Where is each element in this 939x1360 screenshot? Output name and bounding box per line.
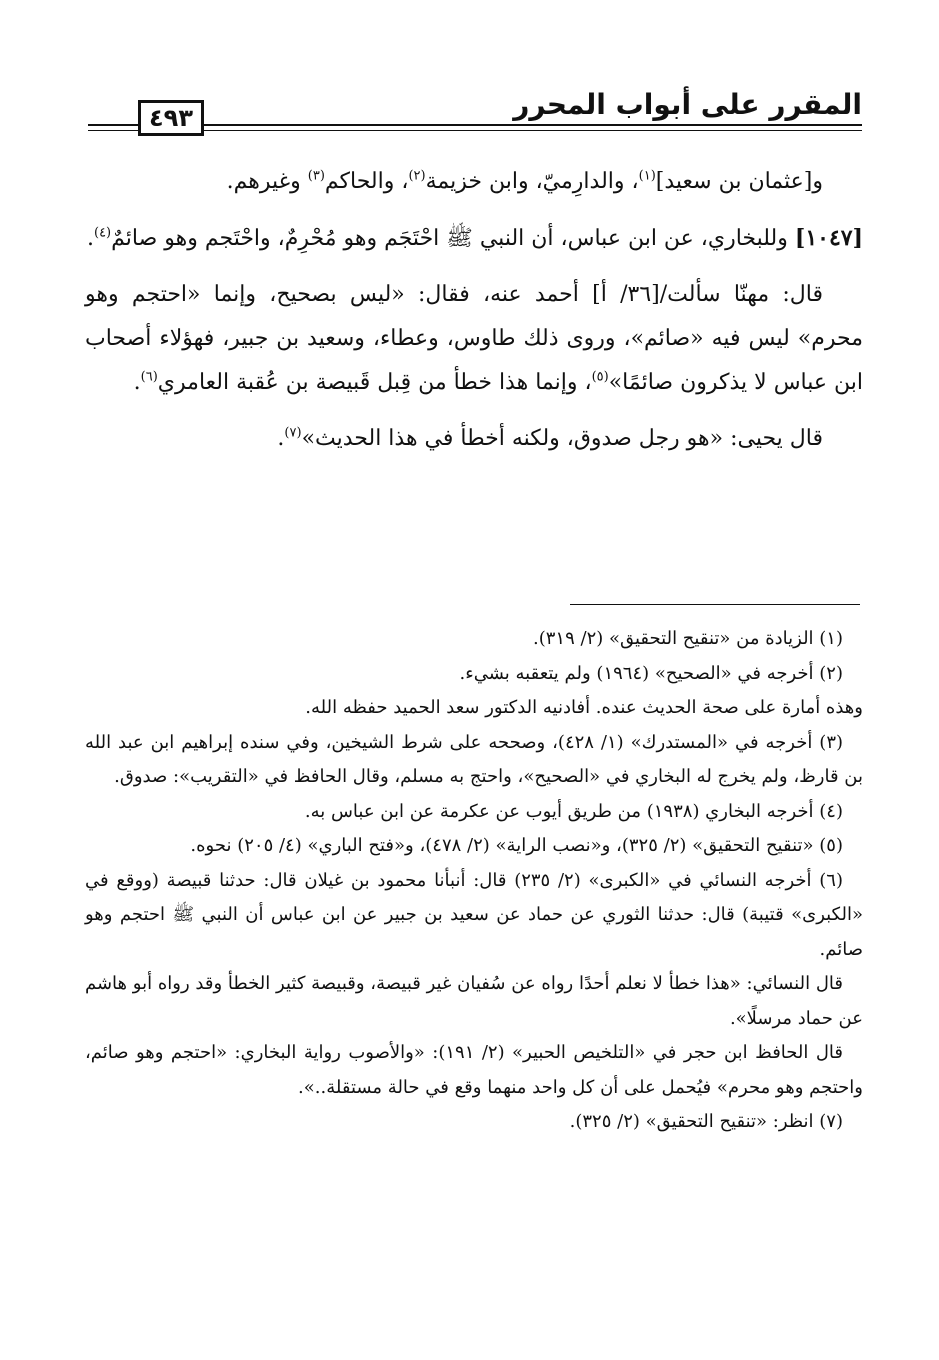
footnote-ref[interactable]: (٢)	[408, 168, 426, 184]
paragraph-text: وللبخاري، عن ابن عباس، أن النبي ﷺ احْتَجَم وهو مُحْرِمٌ، واحْتَجم وهو صائمٌ	[111, 226, 795, 251]
paragraph-text: ، وإنما هذا خطأ من قِبل قَبيصة بن عُقبة العامري	[157, 370, 592, 395]
paragraph-end: .	[133, 370, 141, 395]
header-rule-thick	[88, 124, 862, 126]
paragraph-4	[85, 417, 863, 461]
footnote-ref[interactable]: (٤)	[93, 225, 112, 241]
paragraph-end: .	[86, 226, 94, 251]
running-book-title: المقرر على أبواب المحرر	[513, 88, 862, 121]
paragraph-text: قال: مهنّا سألت/[٣٦/ أ] أحمد عنه، فقال: «ليس بصحيح، وإنما «احتجم وهو محرم» ليس فيه «صائم»، وروى ذلك طاوس، وعطاء، وسعيد بن جبير، فهؤلاء أصحاب ابن عباس لا يذكرون صائمًا»	[85, 282, 863, 395]
page-number: ٤٩٣	[149, 104, 193, 132]
paragraph-text: قال يحيى: «هو رجل صدوق، ولكنه أخطأ في هذا الحديث»	[301, 426, 823, 451]
footnote-2: (٢) أخرجه في «الصحيح» (١٩٦٤) ولم يتعقبه بشيء.	[459, 662, 843, 684]
footnote-separator	[570, 604, 860, 605]
footnote-ref[interactable]: (١)	[638, 168, 656, 184]
footnote-ref[interactable]: (٧)	[284, 425, 302, 441]
footnote-3: (٣) أخرجه في «المستدرك» (١/ ٤٢٨)، وصححه على شرط الشيخين، وفي سنده إبراهيم ابن عبد الله بن قارظ، ولم يخرج له البخاري في «الصحيح»، واحتج به مسلم، وقال الحافظ في «التقريب»: صدوق.	[85, 731, 863, 787]
paragraph-3	[85, 273, 863, 405]
footnote-6: (٦) أخرجه النسائي في «الكبرى» (٢/ ٢٣٥) قال: أنبأنا محمود بن غيلان قال: حدثنا قبيصة (ووقع في «الكبرى» قتيبة) قال: حدثنا الثوري عن حماد عن سعيد بن جبير عن ابن عباس أن النبي ﷺ احتجم وهو صائم.	[85, 869, 863, 960]
footnote-4: (٤) أخرجه البخاري (١٩٣٨) من طريق أيوب عن عكرمة عن ابن عباس به.	[304, 800, 843, 822]
footnote-2-continued: وهذه أمارة على صحة الحديث عنده. أفادنيه الدكتور سعد الحميد حفظه الله.	[305, 697, 863, 718]
footnotes	[85, 622, 863, 1140]
footnote-7: (٧) انظر: «تنقيح التحقيق» (٢/ ٣٢٥).	[569, 1111, 843, 1132]
page-number-box	[138, 100, 204, 136]
footnote-ref[interactable]: (٦)	[140, 369, 158, 385]
paragraph-1	[85, 160, 863, 204]
paragraph-end: .	[277, 426, 285, 451]
paragraph-text: ، والحاكم	[324, 169, 409, 194]
footnote-1: (١) الزيادة من «تنقيح التحقيق» (٢/ ٣١٩).	[533, 628, 843, 649]
footnote-6-nasai-quote: قال النسائي: «هذا خطأ لا نعلم أحدًا رواه عن سُفيان غير قبيصة، وقبيصة كثير الخطأ وقد رواه أبو هاشم عن حماد مرسلًا».	[85, 973, 863, 1029]
paragraph-text: وغيرهم.	[226, 169, 308, 194]
hadith-paragraph	[85, 216, 863, 261]
hadith-number: [١٠٤٧]	[794, 225, 863, 251]
paragraph-text: ، والدارِميّ، وابن خزيمة	[425, 169, 639, 194]
footnote-ref[interactable]: (٣)	[307, 168, 325, 184]
paragraph-text: و[عثمان بن سعيد]	[655, 169, 823, 194]
footnote-5: (٥) «تنقيح التحقيق» (٢/ ٣٢٥)، و«نصب الراية» (٢/ ٤٧٨)، و«فتح الباري» (٤/ ٢٠٥) نحوه.	[190, 835, 843, 856]
footnote-6-ibn-hajar-quote: قال الحافظ ابن حجر في «التلخيص الحبير» (٢/ ١٩١): «والأصوب رواية البخاري: «احتجم وهو صائم، واحتجم وهو محرم» فيُحمل على أن كل واحد منهما وقع في حالة مستقلة..».	[85, 1042, 863, 1098]
main-text	[85, 160, 863, 461]
footnote-ref[interactable]: (٥)	[591, 369, 609, 385]
page-header	[88, 82, 862, 142]
header-rule-thin	[88, 130, 862, 131]
